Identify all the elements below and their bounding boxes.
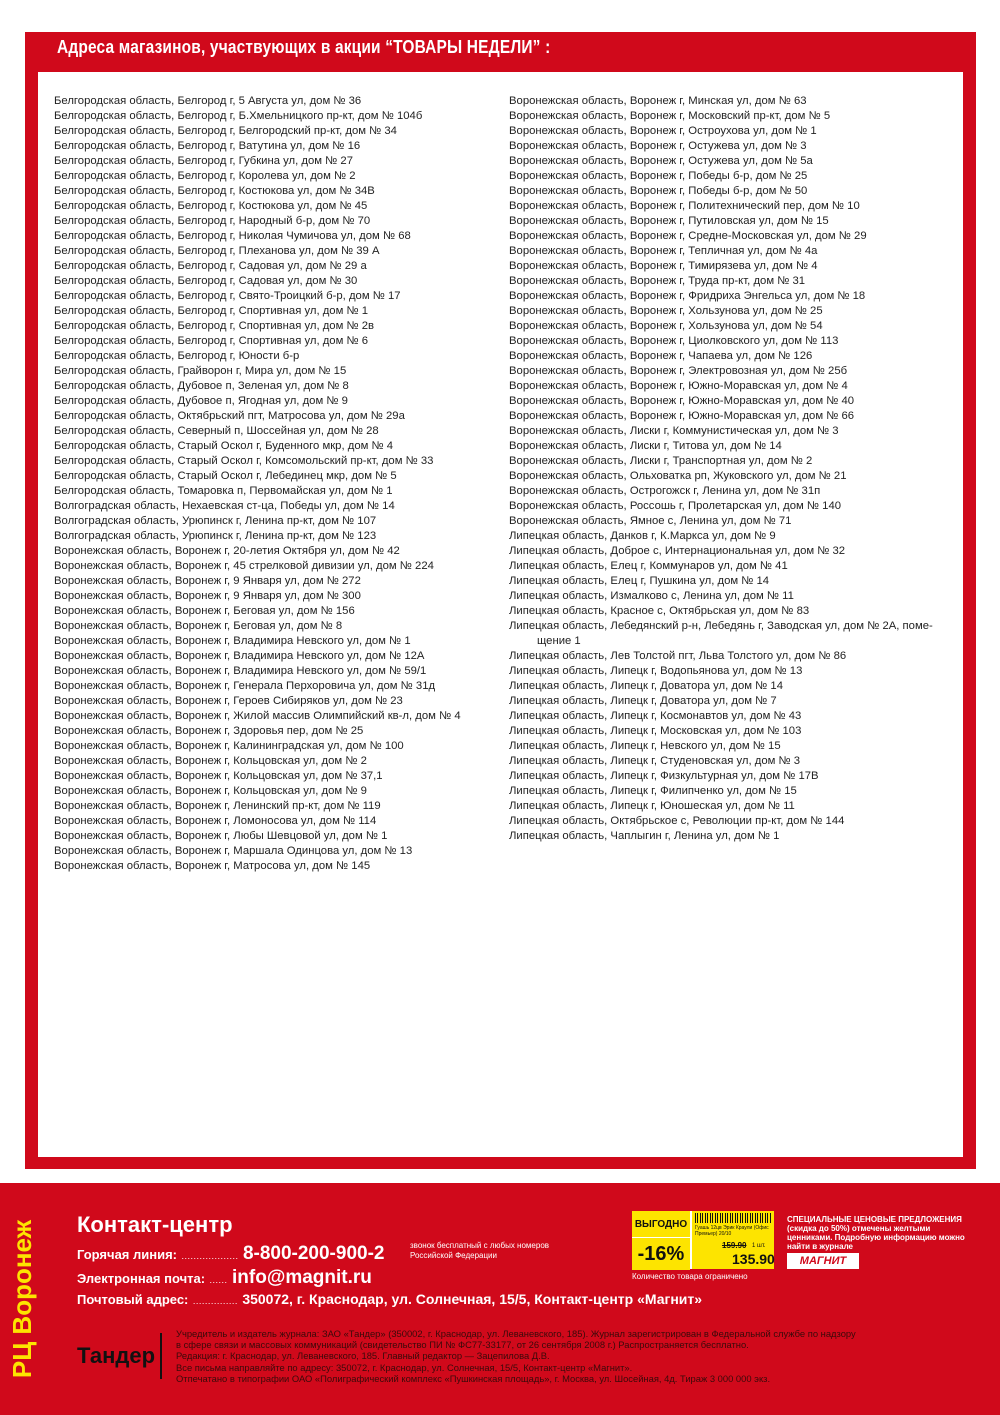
publisher-line: в сфере связи и массовых коммуникаций (свидетельство ПИ № ФС77-33177, от 26 сентября 2008 г.) Распространяется бесплатно. xyxy=(176,1339,749,1351)
address-item: Воронежская область, Воронеж г, Любы Шевцовой ул, дом № 1 xyxy=(54,830,388,842)
address-item: Воронежская область, Воронеж г, Хользунова ул, дом № 25 xyxy=(509,305,823,317)
address-item: Воронежская область, Воронеж г, 9 Января ул, дом № 300 xyxy=(54,590,361,602)
address-item: Липецкая область, Липецк г, Водопьянова ул, дом № 13 xyxy=(509,665,803,677)
address-item: Воронежская область, Воронеж г, Электровозная ул, дом № 25б xyxy=(509,365,848,377)
address-item: Воронежская область, Воронеж г, Чапаева ул, дом № 126 xyxy=(509,350,813,362)
hotline-note: звонок бесплатный с любых номеров Российской Федерации xyxy=(410,1241,550,1260)
hotline-row xyxy=(77,1243,384,1265)
address-item: Липецкая область, Лебедянский р-н, Лебедянь г, Заводская ул, дом № 2А, поме- xyxy=(509,620,933,632)
address-item: щение 1 xyxy=(537,635,581,647)
address-list-left xyxy=(54,94,494,874)
badge-old-price: 159.90 xyxy=(722,1241,747,1250)
address-item: Белгородская область, Белгород г, Спортивная ул, дом № 6 xyxy=(54,335,369,347)
address-item: Воронежская область, Воронеж г, Кольцовская ул, дом № 9 xyxy=(54,785,367,797)
post-row xyxy=(77,1291,702,1309)
address-item: Липецкая область, Липецк г, Доватора ул, дом № 7 xyxy=(509,695,777,707)
address-item: Липецкая область, Липецк г, Студеновская ул, дом № 3 xyxy=(509,755,801,767)
address-item: Белгородская область, Дубовое п, Ягодная ул, дом № 9 xyxy=(54,395,348,407)
publisher-line: Учредитель и издатель журнала: ЗАО «Тандер» (350002, г. Краснодар, ул. Леваневского, 185). Журнал зарегистрирован в Федеральной службе по надзору xyxy=(176,1328,856,1339)
address-item: Белгородская область, Белгород г, Плеханова ул, дом № 39 А xyxy=(54,245,380,257)
address-item: Липецкая область, Данков г, К.Маркса ул, дом № 9 xyxy=(509,530,776,542)
post-dots: ............... xyxy=(192,1296,238,1306)
address-item: Липецкая область, Липецк г, Невского ул, дом № 15 xyxy=(509,740,781,752)
address-item: Волгоградская область, Урюпинск г, Ленина пр-кт, дом № 123 xyxy=(54,530,377,542)
footer xyxy=(0,1183,1000,1415)
region-label: РЦ Воронеж xyxy=(7,1219,37,1379)
address-item: Белгородская область, Белгород г, Спортивная ул, дом № 2в xyxy=(54,320,375,332)
address-item: Воронежская область, Воронеж г, Беговая ул, дом № 156 xyxy=(54,605,355,617)
address-item: Воронежская область, Воронеж г, Южно-Моравская ул, дом № 66 xyxy=(509,410,855,422)
address-item: Белгородская область, Белгород г, Губкина ул, дом № 27 xyxy=(54,155,353,167)
address-item: Волгоградская область, Урюпинск г, Ленина пр-кт, дом № 107 xyxy=(54,515,377,527)
address-item: Воронежская область, Острогожск г, Ленина ул, дом № 31п xyxy=(509,485,821,497)
address-item: Волгоградская область, Нехаевская ст-ца, Победы ул, дом № 14 xyxy=(54,500,395,512)
address-item: Белгородская область, Старый Оскол г, Буденного мкр, дом № 4 xyxy=(54,440,394,452)
address-item: Воронежская область, Воронеж г, Победы б-р, дом № 25 xyxy=(509,170,808,182)
badge-label: ВЫГОДНО xyxy=(632,1211,690,1237)
address-item: Воронежская область, Воронеж г, Фридриха Энгельса ул, дом № 18 xyxy=(509,290,866,302)
address-item: Белгородская область, Белгород г, Юности б-р xyxy=(54,350,300,362)
address-item: Воронежская область, Воронеж г, Калининградская ул, дом № 100 xyxy=(54,740,404,752)
address-item: Белгородская область, Старый Оскол г, Лебединец мкр, дом № 5 xyxy=(54,470,397,482)
address-item: Воронежская область, Воронеж г, Здоровья пер, дом № 25 xyxy=(54,725,364,737)
hotline-label: Горячая линия: xyxy=(77,1247,178,1262)
address-item: Воронежская область, Воронеж г, Хользунова ул, дом № 54 xyxy=(509,320,823,332)
address-item: Белгородская область, Белгород г, Народный б-р, дом № 70 xyxy=(54,215,371,227)
email-dots: ...... xyxy=(209,1275,228,1285)
post-label: Почтовый адрес: xyxy=(77,1292,189,1307)
badge-qty: 1 шт. xyxy=(752,1243,766,1249)
address-item: Воронежская область, Воронеж г, Остроухова ул, дом № 1 xyxy=(509,125,817,137)
address-item: Воронежская область, Лиски г, Коммунистическая ул, дом № 3 xyxy=(509,425,839,437)
address-item: Липецкая область, Лев Толстой пгт, Льва Толстого ул, дом № 86 xyxy=(509,650,847,662)
badge-product: Гуашь 12цв Эрик Краули (Офис Премьер) 20/10 xyxy=(695,1225,769,1237)
address-item: Воронежская область, Воронеж г, Героев Сибиряков ул, дом № 23 xyxy=(54,695,403,707)
publisher-line: Редакция: г. Краснодар, ул. Леваневского, 185. Главный редактор — Зацепилова Д.В. xyxy=(176,1350,550,1362)
address-item: Воронежская область, Воронеж г, Труда пр-кт, дом № 31 xyxy=(509,275,806,287)
address-item: Воронежская область, Воронеж г, Тимирязева ул, дом № 4 xyxy=(509,260,818,272)
address-item: Воронежская область, Воронеж г, Минская ул, дом № 63 xyxy=(509,95,807,107)
address-item: Воронежская область, Воронеж г, Ломоносова ул, дом № 114 xyxy=(54,815,377,827)
address-item: Воронежская область, Воронеж г, Путиловская ул, дом № 15 xyxy=(509,215,829,227)
address-item: Воронежская область, Воронеж г, Владимира Невского ул, дом № 12А xyxy=(54,650,425,662)
address-item: Белгородская область, Белгород г, Спортивная ул, дом № 1 xyxy=(54,305,369,317)
address-item: Воронежская область, Ямное с, Ленина ул, дом № 71 xyxy=(509,515,792,527)
post-address: 350072, г. Краснодар, ул. Солнечная, 15/5, Контакт-центр «Магнит» xyxy=(242,1291,703,1307)
address-item: Воронежская область, Воронеж г, 45 стрелковой дивизии ул, дом № 224 xyxy=(54,560,434,572)
email-link[interactable]: info@magnit.ru xyxy=(232,1267,372,1288)
address-item: Липецкая область, Липецк г, Юношеская ул, дом № 11 xyxy=(509,800,795,812)
price-tag xyxy=(692,1211,774,1269)
address-item: Воронежская область, Воронеж г, 20-летия Октября ул, дом № 42 xyxy=(54,545,400,557)
badge-new-price: 135.90 xyxy=(732,1251,775,1267)
price-tag-sample xyxy=(632,1211,774,1269)
address-item: Липецкая область, Липецк г, Филипченко ул, дом № 15 xyxy=(509,785,797,797)
address-list-right xyxy=(509,94,949,844)
promo-text: СПЕЦИАЛЬНЫЕ ЦЕНОВЫЕ ПРЕДЛОЖЕНИЯ (скидка до 50%) отмечены желтыми ценниками. Подробную информацию можно найти в журнале xyxy=(787,1215,965,1251)
address-item: Белгородская область, Белгород г, 5 Августа ул, дом № 36 xyxy=(54,95,362,107)
address-item: Воронежская область, Воронеж г, Циолковского ул, дом № 113 xyxy=(509,335,839,347)
address-item: Воронежская область, Воронеж г, 9 Января ул, дом № 272 xyxy=(54,575,361,587)
page-title: Адреса магазинов, участвующих в акции “ТОВАРЫ НЕДЕЛИ” : xyxy=(57,37,551,57)
address-item: Белгородская область, Белгород г, Белгородский пр-кт, дом № 34 xyxy=(54,125,397,137)
address-item: Воронежская область, Воронеж г, Генерала Перхоровича ул, дом № 31д xyxy=(54,680,436,692)
address-item: Воронежская область, Воронеж г, Ленинский пр-кт, дом № 119 xyxy=(54,800,381,812)
address-item: Воронежская область, Лиски г, Транспортная ул, дом № 2 xyxy=(509,455,813,467)
address-item: Липецкая область, Доброе с, Интернациональная ул, дом № 32 xyxy=(509,545,846,557)
address-item: Липецкая область, Липецк г, Космонавтов ул, дом № 43 xyxy=(509,710,802,722)
address-item: Воронежская область, Воронеж г, Победы б-р, дом № 50 xyxy=(509,185,808,197)
hotline-dots: ................... xyxy=(181,1251,239,1261)
address-item: Белгородская область, Старый Оскол г, Комсомольский пр-кт, дом № 33 xyxy=(54,455,434,467)
address-item: Воронежская область, Воронеж г, Кольцовская ул, дом № 37,1 xyxy=(54,770,383,782)
publisher-line: Все письма направляйте по адресу: 350072, г. Краснодар, ул. Солнечная, 15/5, Контакт-центр «Магнит». xyxy=(176,1361,633,1373)
contact-title: Контакт-центр xyxy=(77,1212,233,1237)
address-item: Воронежская область, Ольховатка рп, Жуковского ул, дом № 21 xyxy=(509,470,847,482)
logo-divider xyxy=(160,1333,162,1379)
address-item: Липецкая область, Елец г, Коммунаров ул, дом № 41 xyxy=(509,560,788,572)
address-item: Липецкая область, Липецк г, Московская ул, дом № 103 xyxy=(509,725,802,737)
address-item: Липецкая область, Измалково с, Ленина ул, дом № 11 xyxy=(509,590,794,602)
address-item: Белгородская область, Белгород г, Свято-Троицкий б-р, дом № 17 xyxy=(54,290,401,302)
tander-logo: Тандер xyxy=(77,1343,156,1368)
address-item: Воронежская область, Воронеж г, Беговая ул, дом № 8 xyxy=(54,620,343,632)
address-item: Липецкая область, Красное с, Октябрьская ул, дом № 83 xyxy=(509,605,810,617)
address-item: Белгородская область, Белгород г, Ватутина ул, дом № 16 xyxy=(54,140,361,152)
address-item: Воронежская область, Воронеж г, Средне-Московская ул, дом № 29 xyxy=(509,230,867,242)
address-item: Белгородская область, Белгород г, Садовая ул, дом № 30 xyxy=(54,275,358,287)
address-item: Белгородская область, Томаровка п, Первомайская ул, дом № 1 xyxy=(54,485,393,497)
address-item: Белгородская область, Октябрьский пгт, Матросова ул, дом № 29а xyxy=(54,410,405,422)
address-item: Белгородская область, Грайворон г, Мира ул, дом № 15 xyxy=(54,365,347,377)
address-item: Воронежская область, Воронеж г, Остужева ул, дом № 3 xyxy=(509,140,807,152)
address-item: Воронежская область, Лиски г, Титова ул, дом № 14 xyxy=(509,440,782,452)
badge-limit: Количество товара ограничено xyxy=(632,1272,748,1281)
address-item: Липецкая область, Липецк г, Физкультурная ул, дом № 17В xyxy=(509,770,819,782)
address-item: Белгородская область, Белгород г, Костюкова ул, дом № 45 xyxy=(54,200,368,212)
hotline-number[interactable]: 8-800-200-900-2 xyxy=(242,1243,385,1264)
badge-discount: -16% xyxy=(632,1237,690,1270)
address-item: Воронежская область, Воронеж г, Владимира Невского ул, дом № 1 xyxy=(54,635,411,647)
address-item: Белгородская область, Белгород г, Садовая ул, дом № 29 а xyxy=(54,260,367,272)
address-item: Белгородская область, Северный п, Шоссейная ул, дом № 28 xyxy=(54,425,379,437)
address-item: Белгородская область, Дубовое п, Зеленая ул, дом № 8 xyxy=(54,380,349,392)
address-item: Воронежская область, Воронеж г, Маршала Одинцова ул, дом № 13 xyxy=(54,845,413,857)
address-item: Воронежская область, Воронеж г, Кольцовская ул, дом № 2 xyxy=(54,755,367,767)
address-item: Воронежская область, Воронеж г, Остужева ул, дом № 5а xyxy=(509,155,813,167)
address-item: Липецкая область, Чаплыгин г, Ленина ул, дом № 1 xyxy=(509,830,780,842)
address-item: Липецкая область, Октябрьское с, Революции пр-кт, дом № 144 xyxy=(509,815,845,827)
address-item: Воронежская область, Воронеж г, Жилой массив Олимпийский кв-л, дом № 4 xyxy=(54,710,461,722)
address-item: Липецкая область, Елец г, Пушкина ул, дом № 14 xyxy=(509,575,770,587)
publisher-info xyxy=(176,1328,856,1384)
publisher-line: Отпечатано в типографии ОАО «Полиграфический комплекс «Пушкинская площадь», г. Москва, ул. Шосейная, 4д. Тираж 3 000 000 экз. xyxy=(176,1372,771,1384)
address-item: Воронежская область, Воронеж г, Тепличная ул, дом № 4а xyxy=(509,245,818,257)
address-item: Воронежская область, Воронеж г, Политехнический пер, дом № 10 xyxy=(509,200,860,212)
address-item: Воронежская область, Воронеж г, Матросова ул, дом № 145 xyxy=(54,860,371,872)
email-row xyxy=(77,1267,372,1289)
address-item: Липецкая область, Липецк г, Доватора ул, дом № 14 xyxy=(509,680,783,692)
address-item: Воронежская область, Воронеж г, Южно-Моравская ул, дом № 4 xyxy=(509,380,848,392)
address-item: Белгородская область, Белгород г, Костюкова ул, дом № 34В xyxy=(54,185,375,197)
address-item: Воронежская область, Воронеж г, Московский пр-кт, дом № 5 xyxy=(509,110,831,122)
address-item: Воронежская область, Россошь г, Пролетарская ул, дом № 140 xyxy=(509,500,842,512)
magnit-logo: МАГНИТ xyxy=(787,1253,859,1269)
email-label: Электронная почта: xyxy=(77,1271,206,1286)
address-item: Белгородская область, Белгород г, Королева ул, дом № 2 xyxy=(54,170,356,182)
barcode-icon xyxy=(695,1213,771,1223)
address-item: Белгородская область, Белгород г, Николая Чумичова ул, дом № 68 xyxy=(54,230,411,242)
address-item: Воронежская область, Воронеж г, Владимира Невского ул, дом № 59/1 xyxy=(54,665,427,677)
address-item: Белгородская область, Белгород г, Б.Хмельницкого пр-кт, дом № 104б xyxy=(54,110,423,122)
address-item: Воронежская область, Воронеж г, Южно-Моравская ул, дом № 40 xyxy=(509,395,855,407)
